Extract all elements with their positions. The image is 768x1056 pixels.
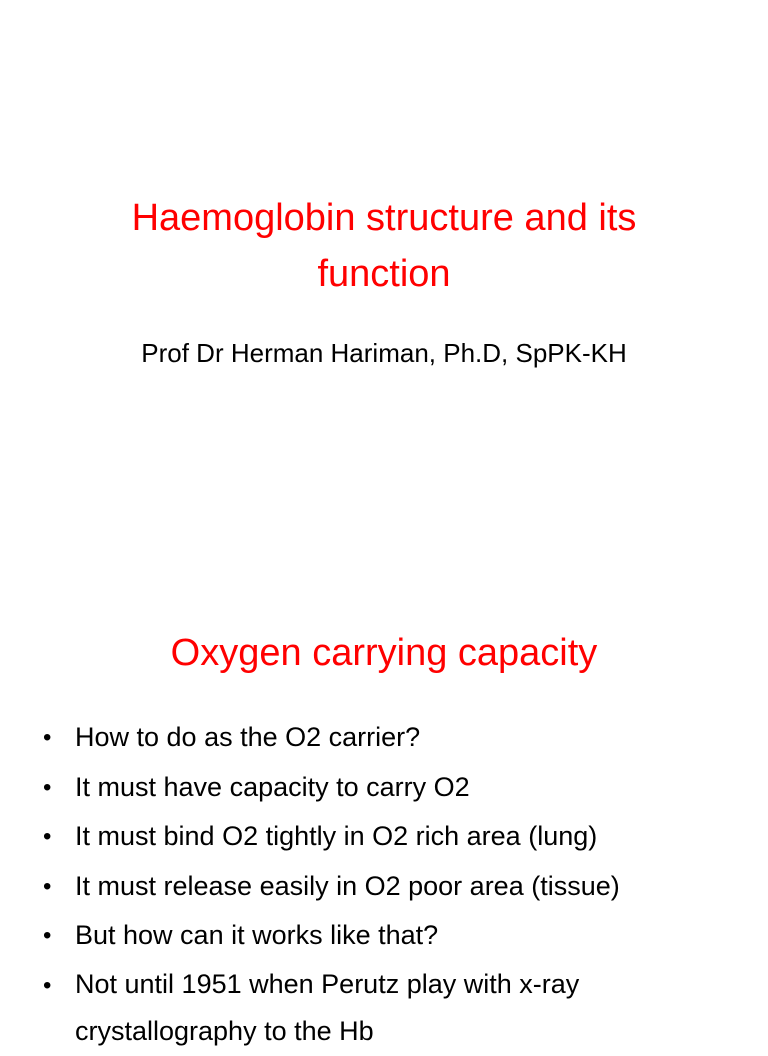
- bullet-text: How to do as the O2 carrier?: [75, 714, 735, 761]
- bullet-icon: •: [43, 812, 51, 862]
- bullet-text: It must release easily in O2 poor area (tissue): [75, 863, 735, 910]
- bullet-item: [40, 862, 760, 912]
- bullet-item: [40, 812, 760, 862]
- bullet-icon: •: [43, 862, 51, 912]
- bullet-item: [40, 763, 760, 813]
- bullet-icon: •: [43, 961, 51, 1011]
- bullet-list: [40, 713, 760, 1056]
- slide-title-heading: Haemoglobin structure and its function: [60, 190, 708, 302]
- bullet-text: But how can it works like that?: [75, 912, 735, 959]
- bullet-text: It must have capacity to carry O2: [75, 764, 735, 811]
- bullet-text: Not until 1951 when Perutz play with x-ray crystallography to the Hb: [75, 961, 735, 1055]
- bullet-item: [40, 961, 760, 1056]
- bullet-icon: •: [43, 713, 51, 763]
- slide-oxygen-capacity: [0, 576, 768, 1024]
- slide-author-subtitle: Prof Dr Herman Hariman, Ph.D, SpPK-KH: [100, 333, 668, 373]
- bullet-item: [40, 911, 760, 961]
- bullet-item: [40, 713, 760, 763]
- bullet-icon: •: [43, 911, 51, 961]
- slide-heading: Oxygen carrying capacity: [40, 625, 728, 681]
- bullet-text: It must bind O2 tightly in O2 rich area (lung): [75, 813, 735, 860]
- bullet-icon: •: [43, 763, 51, 813]
